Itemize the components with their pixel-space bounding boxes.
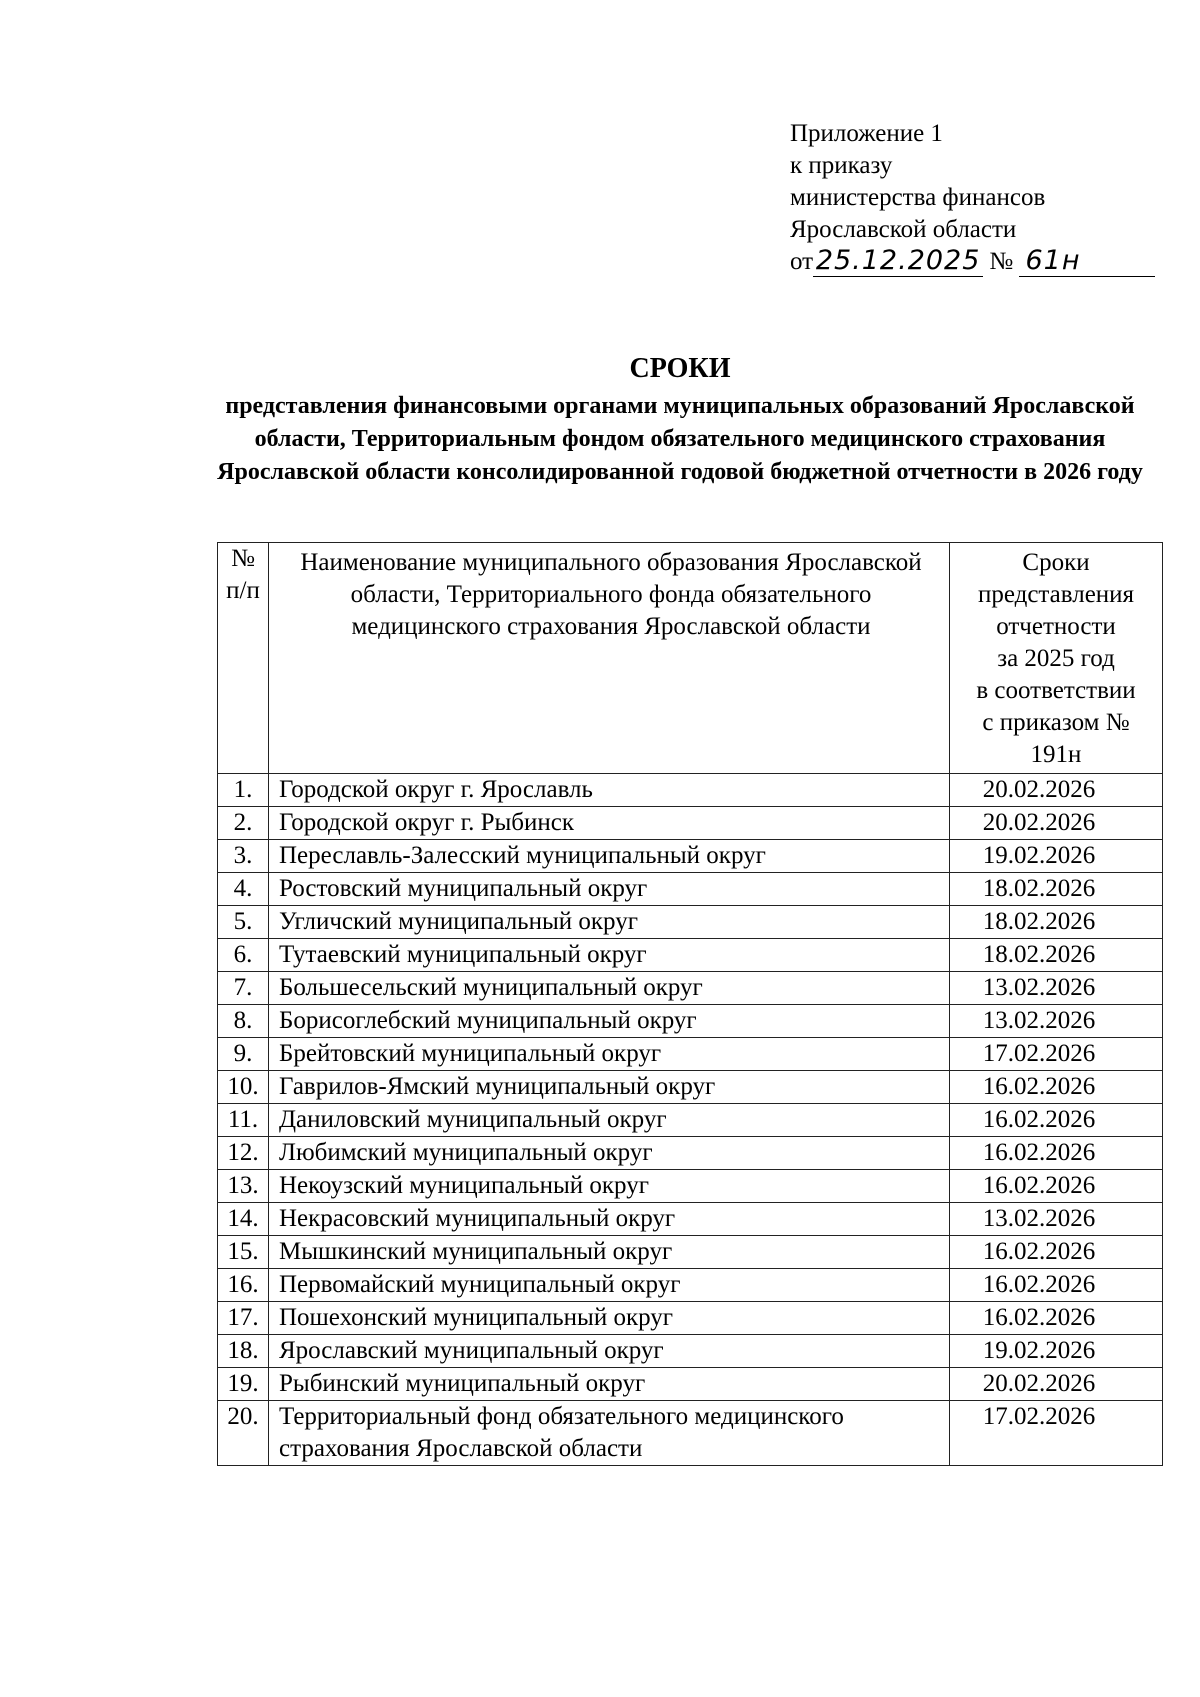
row-num: 10. — [218, 1071, 269, 1104]
attachment-block — [790, 118, 1155, 278]
attachment-date-number-line — [790, 246, 1155, 278]
table-row — [218, 1038, 1163, 1071]
row-name: Любимский муниципальный округ — [269, 1137, 950, 1170]
attachment-region: Ярославской области — [790, 216, 1017, 243]
table-row — [218, 774, 1163, 807]
row-date: 13.02.2026 — [950, 1005, 1163, 1038]
table-row — [218, 1071, 1163, 1104]
row-num: 8. — [218, 1005, 269, 1038]
row-name: Тутаевский муниципальный округ — [269, 939, 950, 972]
table-header-row — [218, 543, 1163, 774]
number-label: № — [989, 248, 1014, 275]
row-date: 16.02.2026 — [950, 1137, 1163, 1170]
table-row — [218, 840, 1163, 873]
row-num: 16. — [218, 1269, 269, 1302]
table-row — [218, 807, 1163, 840]
row-date: 18.02.2026 — [950, 873, 1163, 906]
attachment-order-ref: к приказу — [790, 152, 893, 179]
table-row — [218, 1401, 1163, 1466]
from-label: от — [790, 248, 814, 275]
row-date: 18.02.2026 — [950, 939, 1163, 972]
row-num: 11. — [218, 1104, 269, 1137]
row-date: 16.02.2026 — [950, 1071, 1163, 1104]
row-name: Пошехонский муниципальный округ — [269, 1302, 950, 1335]
row-date: 18.02.2026 — [950, 906, 1163, 939]
header-date — [950, 543, 1163, 774]
table-row — [218, 1104, 1163, 1137]
row-date: 19.02.2026 — [950, 1335, 1163, 1368]
row-date: 19.02.2026 — [950, 840, 1163, 873]
table-row — [218, 1005, 1163, 1038]
row-name: Угличский муниципальный округ — [269, 906, 950, 939]
row-date: 16.02.2026 — [950, 1302, 1163, 1335]
row-name: Городской округ г. Ярославль — [269, 774, 950, 807]
row-num: 14. — [218, 1203, 269, 1236]
header-date-line: с приказом № 191н — [982, 709, 1130, 768]
header-date-line: в соответствии — [976, 677, 1136, 704]
row-num: 12. — [218, 1137, 269, 1170]
row-name: Ярославский муниципальный округ — [269, 1335, 950, 1368]
table-row — [218, 1335, 1163, 1368]
row-name: Большесельский муниципальный округ — [269, 972, 950, 1005]
row-name: Гаврилов-Ямский муниципальный округ — [269, 1071, 950, 1104]
table-row — [218, 1302, 1163, 1335]
row-date: 16.02.2026 — [950, 1104, 1163, 1137]
document-subtitle: представления финансовыми органами муниципальных образований Ярославской области, Территориальным фондом обязательного медицинского страхования Ярославской области консолидированной годовой бюджетной отчетности в 2026 году — [217, 393, 1143, 485]
table-row — [218, 1203, 1163, 1236]
row-name: Первомайский муниципальный округ — [269, 1269, 950, 1302]
order-number-handwritten: 61н — [1019, 246, 1155, 277]
row-date: 13.02.2026 — [950, 972, 1163, 1005]
row-num: 5. — [218, 906, 269, 939]
table-row — [218, 873, 1163, 906]
table-row — [218, 939, 1163, 972]
row-num: 19. — [218, 1368, 269, 1401]
row-date: 13.02.2026 — [950, 1203, 1163, 1236]
table-row — [218, 1137, 1163, 1170]
header-date-line: Сроки представления — [977, 549, 1135, 608]
header-num: № п/п — [218, 543, 269, 774]
row-num: 6. — [218, 939, 269, 972]
document-title-block — [200, 352, 1160, 489]
table-row — [218, 1236, 1163, 1269]
row-name: Мышкинский муниципальный округ — [269, 1236, 950, 1269]
table-row — [218, 1368, 1163, 1401]
row-num: 13. — [218, 1170, 269, 1203]
row-name: Даниловский муниципальный округ — [269, 1104, 950, 1137]
row-num: 1. — [218, 774, 269, 807]
order-date-handwritten: 25.12.2025 — [813, 246, 983, 277]
row-date: 16.02.2026 — [950, 1236, 1163, 1269]
row-name: Некрасовский муниципальный округ — [269, 1203, 950, 1236]
row-name: Городской округ г. Рыбинск — [269, 807, 950, 840]
attachment-title: Приложение 1 — [790, 120, 943, 147]
row-num: 2. — [218, 807, 269, 840]
row-num: 7. — [218, 972, 269, 1005]
row-date: 20.02.2026 — [950, 774, 1163, 807]
row-date: 16.02.2026 — [950, 1170, 1163, 1203]
row-date: 17.02.2026 — [950, 1038, 1163, 1071]
row-date: 20.02.2026 — [950, 807, 1163, 840]
row-name: Территориальный фонд обязательного медицинского страхования Ярославской области — [269, 1401, 950, 1466]
table-row — [218, 972, 1163, 1005]
row-name: Переславль-Залесский муниципальный округ — [269, 840, 950, 873]
row-date: 16.02.2026 — [950, 1269, 1163, 1302]
row-name: Брейтовский муниципальный округ — [269, 1038, 950, 1071]
attachment-ministry: министерства финансов — [790, 184, 1046, 211]
row-num: 3. — [218, 840, 269, 873]
header-date-line: за 2025 год — [997, 645, 1115, 672]
row-num: 9. — [218, 1038, 269, 1071]
row-num: 17. — [218, 1302, 269, 1335]
row-num: 20. — [218, 1401, 269, 1466]
header-date-line: отчетности — [996, 613, 1116, 640]
row-name: Рыбинский муниципальный округ — [269, 1368, 950, 1401]
row-name: Ростовский муниципальный округ — [269, 873, 950, 906]
table-row — [218, 906, 1163, 939]
table-row — [218, 1269, 1163, 1302]
row-num: 15. — [218, 1236, 269, 1269]
row-name: Борисоглебский муниципальный округ — [269, 1005, 950, 1038]
row-name: Некоузский муниципальный округ — [269, 1170, 950, 1203]
row-num: 18. — [218, 1335, 269, 1368]
document-title: СРОКИ — [629, 353, 731, 384]
row-date: 17.02.2026 — [950, 1401, 1163, 1466]
deadlines-table — [217, 542, 1163, 1466]
table-row — [218, 1170, 1163, 1203]
row-date: 20.02.2026 — [950, 1368, 1163, 1401]
header-name: Наименование муниципального образования Ярославской области, Территориального фонда обязательного медицинского страхования Ярославской области — [269, 543, 950, 774]
row-num: 4. — [218, 873, 269, 906]
